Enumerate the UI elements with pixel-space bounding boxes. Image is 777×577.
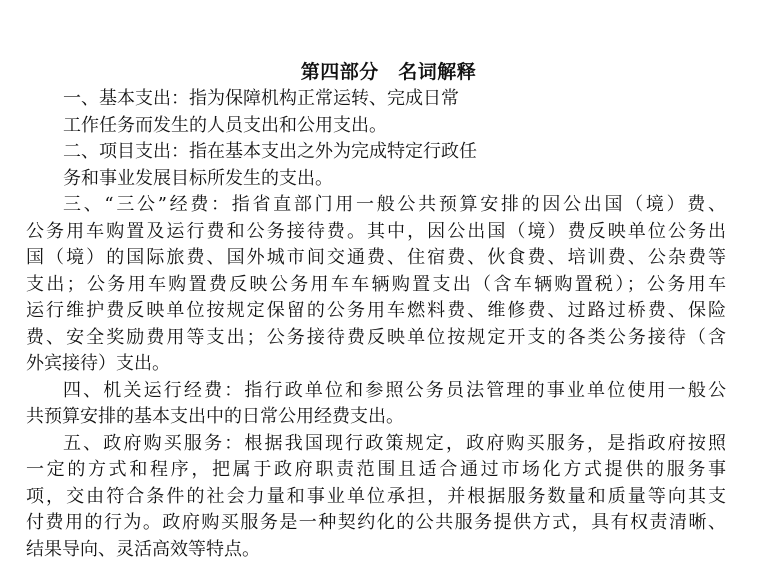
- document-body: [26, 86, 726, 563]
- paragraph-line: 工作任务而发生的人员支出和公用支出。: [63, 114, 387, 136]
- paragraph-line: 费、安全奖励费用等支出；公务接待费反映单位按规定开支的各类公务接待（含: [26, 326, 726, 348]
- paragraph-line: 务和事业发展目标所发生的支出。: [63, 167, 333, 189]
- paragraph-line: 一、基本支出：指为保障机构正常运转、完成日常: [63, 88, 459, 109]
- paragraph-line: 国（境）的国际旅费、国外城市间交通费、住宿费、伙食费、培训费、公杂费等: [26, 247, 726, 268]
- paragraph-line: 外宾接待）支出。: [26, 353, 170, 374]
- page-title: 第四部分 名词解释: [300, 61, 477, 83]
- paragraph-line: 支出；公务用车购置费反映公务用车车辆购置支出（含车辆购置税）；公务用车: [26, 273, 726, 295]
- paragraph-line: 共预算安排的基本支出中的日常公用经费支出。: [26, 406, 404, 427]
- paragraph-line: 四、机关运行经费：指行政单位和参照公务员法管理的事业单位使用一般公: [63, 379, 726, 401]
- paragraph-line: 项，交由符合条件的社会力量和事业单位承担，并根据服务数量和质量等向其支: [26, 485, 726, 507]
- paragraph-line: 五、政府购买服务：根据我国现行政策规定，政府购买服务，是指政府按照: [63, 432, 726, 454]
- paragraph-line: 公务用车购置及运行费和公务接待费。其中，因公出国（境）费反映单位公务出: [26, 220, 726, 242]
- paragraph-line: 二、项目支出：指在基本支出之外为完成特定行政任: [63, 141, 477, 162]
- paragraph-line: 运行维护费反映单位按规定保留的公务用车燃料费、维修费、过路过桥费、保险: [26, 300, 726, 321]
- paragraph-line: 结果导向、灵活高效等特点。: [26, 538, 260, 560]
- paragraph-line: 三、“三公”经费：指省直部门用一般公共预算安排的因公出国（境）费、: [63, 194, 726, 215]
- paragraph-line: 一定的方式和程序，把属于政府职责范围且适合通过市场化方式提供的服务事: [26, 459, 726, 480]
- paragraph-line: 付费用的行为。政府购买服务是一种契约化的公共服务提供方式，具有权责清晰、: [26, 512, 726, 533]
